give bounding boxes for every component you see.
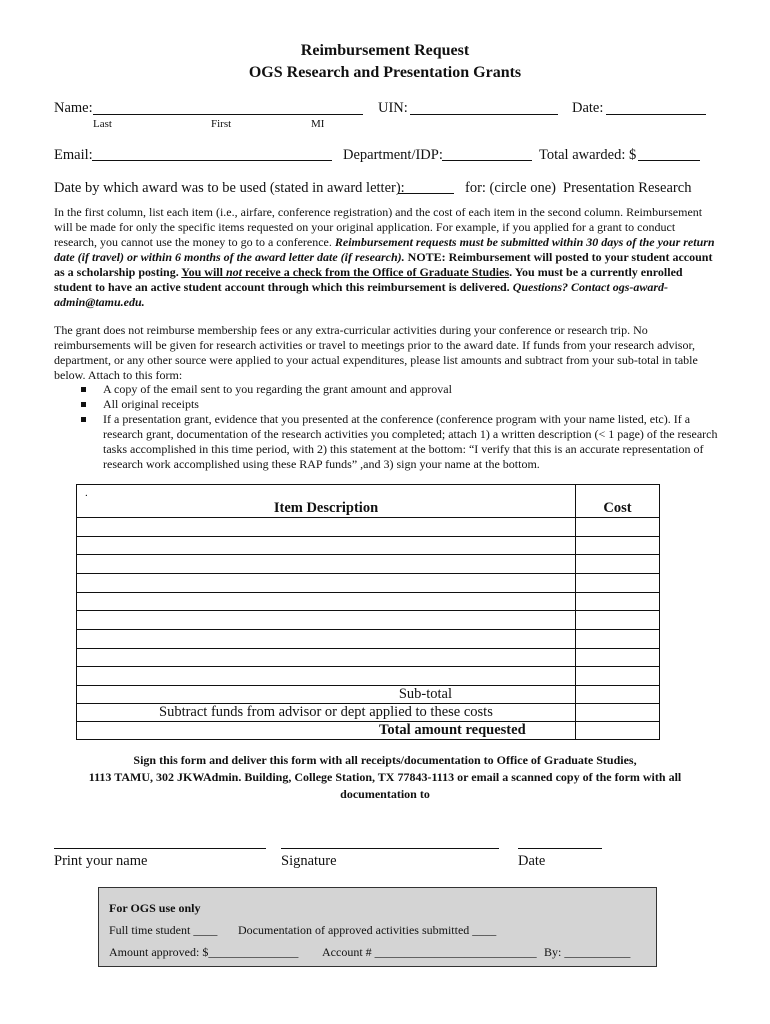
subtract-funds-label: Subtract funds from advisor or dept applied to these costs <box>159 704 493 720</box>
expense-table <box>76 484 660 740</box>
submit-instructions-line3: documentation to <box>340 787 430 801</box>
form-subtitle: OGS Research and Presentation Grants <box>248 64 522 81</box>
subtotal-label: Sub-total <box>398 686 452 702</box>
table-dot: . <box>85 487 88 499</box>
attachment-list <box>78 382 718 472</box>
bullet-square-icon <box>81 402 86 407</box>
total-requested-label: Total amount requested <box>379 722 526 738</box>
cost-header: Cost <box>603 500 632 516</box>
email-field[interactable] <box>92 160 332 161</box>
uin-label: UIN: <box>378 100 408 116</box>
grant-type-options[interactable]: Presentation Research <box>563 180 692 196</box>
account-number-field[interactable]: Account # ___________________________ <box>322 945 537 959</box>
date-label: Date: <box>572 100 604 116</box>
total-awarded-label: Total awarded: $ <box>539 147 637 163</box>
submit-instructions-line2: 1113 TAMU, 302 JKWAdmin. Building, College Station, TX 77843-1113 or email a scanned copy of the form with all <box>88 770 682 784</box>
department-field[interactable] <box>442 160 532 161</box>
grant-type-label: for: (circle one) <box>465 180 556 196</box>
ogs-box-title: For OGS use only <box>109 901 201 915</box>
name-sub-mi: MI <box>311 118 325 130</box>
name-field[interactable] <box>93 114 363 115</box>
bullet-square-icon <box>81 387 86 392</box>
reimbursement-rules-paragraph: The grant does not reimburse membership fees or any extra-curricular activities during your conference or research trip. No reimbursements will be given for research activities or travel to meetings prior to the award date. If funds from your research advisor, department, or any other source were applied to your actual expenditures, please list amounts and subtract from your sub-total in table below. Attach to this form: <box>54 323 698 382</box>
name-sub-last: Last <box>93 118 112 130</box>
uin-field[interactable] <box>410 114 558 115</box>
date-field[interactable] <box>606 114 706 115</box>
signature-field[interactable] <box>281 848 499 849</box>
email-label: Email: <box>54 147 93 163</box>
award-date-label: Date by which award was to be used (stated in award letter): <box>54 180 405 196</box>
name-sub-first: First <box>211 118 232 130</box>
award-date-field[interactable] <box>398 193 454 194</box>
total-awarded-field[interactable] <box>638 160 700 161</box>
print-name-label: Print your name <box>54 853 148 869</box>
list-item: If a presentation grant, evidence that you presented at the conference (conference program with your name listed, etc). If a research grant, documentation of the research activities you completed; attach 1) a written description (< 1 page) of the research tasks accomplished in this time period, with 2) this statement at the bottom: “I verify that this is an accurate representation of research work accomplished using these RAP funds” ,and 3) sign your name at the bottom. <box>78 412 718 472</box>
signature-label: Signature <box>281 853 337 869</box>
print-name-field[interactable] <box>54 848 266 849</box>
full-time-student-field[interactable]: Full time student ____ <box>109 923 218 937</box>
signature-date-label: Date <box>518 853 546 869</box>
bullet-square-icon <box>81 417 86 422</box>
approved-by-field[interactable]: By: ___________ <box>544 945 631 959</box>
amount-approved-field[interactable]: Amount approved: $_______________ <box>109 945 299 959</box>
list-item: All original receipts <box>78 397 718 412</box>
list-item: A copy of the email sent to you regarding the grant amount and approval <box>78 382 718 397</box>
form-title: Reimbursement Request <box>300 42 470 59</box>
instructions-paragraph: In the first column, list each item (i.e., airfare, conference registration) and the cost of each item in the second column. Reimbursement will be made for only the specific items requested on your original application. For example, if you applied for a grant to conduct research, you cannot use the money to go to a conference. Reimbursement requests must be submitted within 30 days of the your return date (if travel) or within 6 months of the award letter date (if research). NOTE: Reimbursement will posted to your student account as a scholarship posting. You will not receive a check from the Office of Graduate Studies. You must be a currently enrolled student to have an active student account through which this reimbursement is delivered. Questions? Contact ogs-award-admin@tamu.edu. <box>54 205 715 309</box>
documentation-submitted-field[interactable]: Documentation of approved activities submitted ____ <box>238 923 497 937</box>
name-label: Name: <box>54 100 93 116</box>
ogs-use-only-box <box>98 887 657 967</box>
submit-instructions-line1: Sign this form and deliver this form with all receipts/documentation to Office of Graduate Studies, <box>133 753 637 767</box>
signature-date-field[interactable] <box>518 848 602 849</box>
table-column-divider <box>575 485 576 739</box>
department-label: Department/IDP: <box>343 147 443 163</box>
item-description-header: Item Description <box>273 500 379 516</box>
